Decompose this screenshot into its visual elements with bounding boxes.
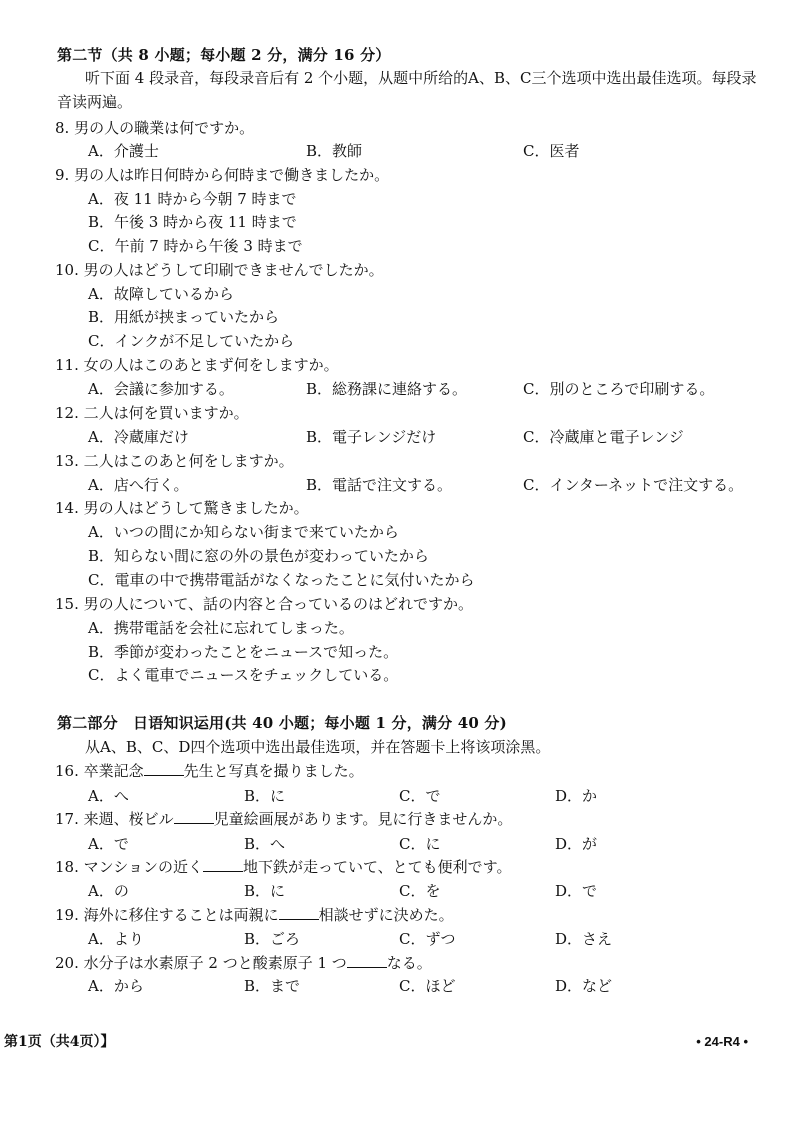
question-stem <box>55 904 454 925</box>
option-row <box>88 474 768 496</box>
stem-before-blank: 16. 卒業記念 <box>55 762 144 780</box>
option: D．など <box>555 977 613 995</box>
option: C．を <box>399 882 441 900</box>
option: D．か <box>555 787 598 805</box>
option: D．さえ <box>555 930 613 948</box>
option: C．午前 7 時から午後 3 時まで <box>88 237 303 255</box>
stem-after-blank: 先生と写真を撮りました。 <box>183 762 364 780</box>
part-instruction: 从A、B、C、D四个选项中选出最佳选项，并在答题卡上将该项涂黑。 <box>85 738 551 756</box>
question-stem <box>55 856 511 877</box>
option: B．午後 3 時から夜 11 時まで <box>88 213 297 231</box>
option: A．から <box>88 977 144 995</box>
option: A．へ <box>88 787 129 805</box>
stem-before-blank: 20. 水分子は水素原子 2 つと酸素原子 1 つ <box>55 954 347 972</box>
option: B．教師 <box>306 142 363 160</box>
option-row <box>88 975 768 997</box>
option: C．別のところで印刷する。 <box>523 380 715 398</box>
option: B．に <box>244 882 286 900</box>
answer-blank <box>203 859 243 872</box>
question-stem <box>55 808 512 829</box>
option: A．夜 11 時から今朝 7 時まで <box>88 190 297 208</box>
option: C．インターネットで注文する。 <box>523 476 744 494</box>
question-stem: 11. 女の人はこのあとまず何をしますか。 <box>55 356 339 374</box>
option-row <box>88 378 768 400</box>
option: C．医者 <box>523 142 580 160</box>
option: C．ほど <box>399 977 456 995</box>
option: B．まで <box>244 977 301 995</box>
option: C．で <box>399 787 441 805</box>
answer-blank <box>279 907 319 920</box>
option: A．店へ行く。 <box>88 476 189 494</box>
option: A．より <box>88 930 144 948</box>
stem-after-blank: 地下鉄が走っていて、とても便利です。 <box>242 858 512 876</box>
option: B．に <box>244 787 286 805</box>
option-row <box>88 426 768 448</box>
option: B．季節が変わったことをニュースで知った。 <box>88 643 399 661</box>
question-stem <box>55 760 364 781</box>
option: A．冷蔵庫だけ <box>88 428 189 446</box>
option: B．用紙が挟まっていたから <box>88 308 280 326</box>
question-stem <box>55 952 432 973</box>
option-row <box>88 785 768 807</box>
option: B．へ <box>244 835 286 853</box>
stem-before-blank: 19. 海外に移住することは両親に <box>55 906 279 924</box>
option: A．で <box>88 835 129 853</box>
option: C．に <box>399 835 441 853</box>
question-stem: 14. 男の人はどうして驚きましたか。 <box>55 499 309 517</box>
option-row <box>88 880 768 902</box>
question-stem: 15. 男の人について、話の内容と合っているのはどれですか。 <box>55 595 474 613</box>
option: C．インクが不足していたから <box>88 332 295 350</box>
option: B．総務課に連絡する。 <box>306 380 468 398</box>
option: B．電話で注文する。 <box>306 476 453 494</box>
option: D．で <box>555 882 598 900</box>
answer-blank <box>347 955 387 968</box>
option: C．冷蔵庫と電子レンジ <box>523 428 684 446</box>
exam-code: • 24-R4 • <box>696 1034 748 1049</box>
stem-after-blank: 児童絵画展があります。見に行きませんか。 <box>213 810 513 828</box>
option: C．よく電車でニュースをチェックしている。 <box>88 666 399 684</box>
stem-before-blank: 18. マンションの近く <box>55 858 203 876</box>
stem-after-blank: なる。 <box>386 954 432 972</box>
option: B．知らない間に窓の外の景色が変わっていたから <box>88 547 429 565</box>
option-row <box>88 833 768 855</box>
option: A．いつの間にか知らない街まで来ていたから <box>88 523 399 541</box>
question-stem: 10. 男の人はどうして印刷できませんでしたか。 <box>55 261 384 279</box>
option: A．故障しているから <box>88 285 234 303</box>
option: A．携帯電話を会社に忘れてしまった。 <box>88 619 354 637</box>
option-row <box>88 140 768 162</box>
question-stem: 8. 男の人の職業は何ですか。 <box>55 119 255 137</box>
question-stem: 9. 男の人は昨日何時から何時まで働きましたか。 <box>55 166 390 184</box>
option: A．会議に参加する。 <box>88 380 234 398</box>
section-instruction: 听下面 4 段录音，每段录音后有 2 个小题，从题中所给的A、B、C三个选项中选出最佳选项。每段录音读两遍。 <box>57 69 757 111</box>
option-row <box>88 928 768 950</box>
option: B．ごろ <box>244 930 301 948</box>
answer-blank <box>174 811 214 824</box>
option: D．が <box>555 835 598 853</box>
option: C．電車の中で携帯電話がなくなったことに気付いたから <box>88 571 475 589</box>
option: C．ずつ <box>399 930 456 948</box>
option: B．電子レンジだけ <box>306 428 437 446</box>
option: A．の <box>88 882 129 900</box>
page-number: 第1页（共4页）】 <box>4 1034 115 1050</box>
stem-after-blank: 相談せずに決めた。 <box>318 906 454 924</box>
answer-blank <box>144 763 184 776</box>
question-stem: 12. 二人は何を買いますか。 <box>55 404 249 422</box>
option: A．介護士 <box>88 142 159 160</box>
question-stem: 13. 二人はこのあと何をしますか。 <box>55 452 294 470</box>
part-heading: 第二部分 日语知识运用(共 40 小题；每小题 1 分，满分 40 分) <box>57 714 507 732</box>
stem-before-blank: 17. 来週、桜ビル <box>55 810 174 828</box>
section-heading: 第二节（共 8 小题；每小题 2 分，满分 16 分） <box>57 46 391 64</box>
